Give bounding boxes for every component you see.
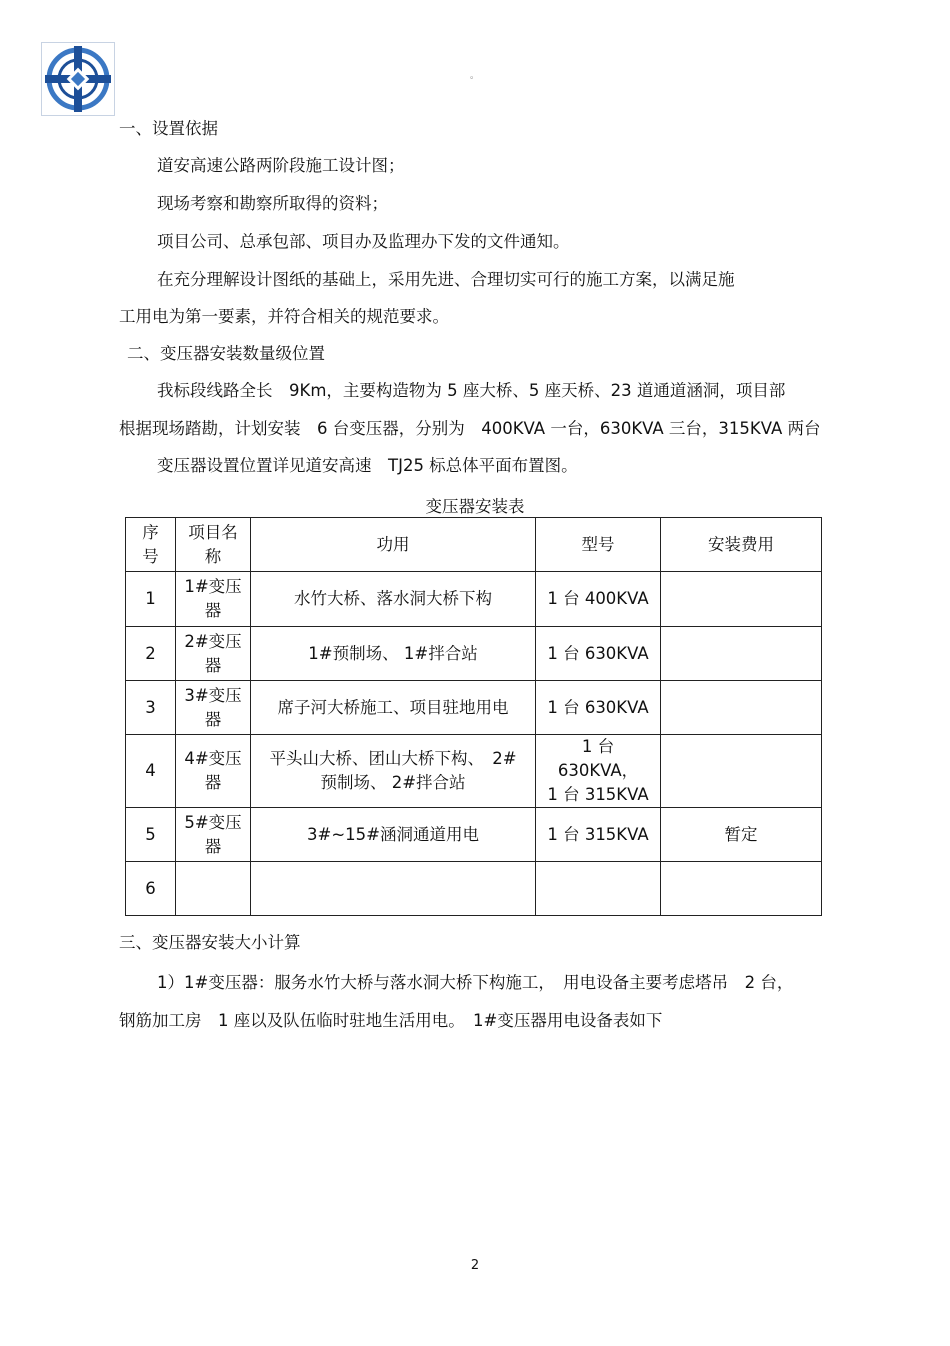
section3-paragraph-line-2: 钢筋加工房 1 座以及队伍临时驻地生活用电。 1#变压器用电设备表如下	[119, 1011, 663, 1030]
row-cost	[661, 862, 822, 916]
header-seq: 序 号	[126, 518, 176, 572]
page-number: 2	[470, 1258, 480, 1273]
row-seq: 3	[126, 681, 176, 735]
row-name: 2#变压 器	[176, 627, 251, 681]
row-seq: 6	[126, 862, 176, 916]
row-use: 平头山大桥、团山大桥下构、 2# 预制场、 2#拌合站	[251, 735, 536, 808]
basis-item-2: 现场考察和勘察所取得的资料；	[157, 194, 388, 213]
transformer-table	[125, 517, 822, 916]
header-model: 型号	[536, 518, 661, 572]
basis-item-1: 道安高速公路两阶段施工设计图；	[157, 156, 405, 175]
header-name: 项目名 称	[176, 518, 251, 572]
row-use: 3#~15#涵洞通道用电	[251, 808, 536, 862]
row-model	[536, 862, 661, 916]
row-name: 3#变压 器	[176, 681, 251, 735]
table-header-row	[126, 518, 822, 572]
table-row	[126, 735, 822, 808]
row-use: 水竹大桥、落水洞大桥下构	[251, 572, 536, 627]
section1-heading: 一、设置依据	[119, 119, 218, 138]
section2-paragraph-line-3: 变压器设置位置详见道安高速 TJ25 标总体平面布置图。	[157, 456, 578, 475]
table-row	[126, 808, 822, 862]
row-use: 席子河大桥施工、项目驻地用电	[251, 681, 536, 735]
section3-paragraph-line-1: 1）1#变压器：服务水竹大桥与落水洞大桥下构施工， 用电设备主要考虑塔吊 2 台，	[157, 973, 794, 992]
section2-paragraph-line-1: 我标段线路全长 9Km，主要构造物为 5 座大桥、5 座天桥、23 道通道涵洞，项目部	[157, 381, 786, 400]
row-seq: 4	[126, 735, 176, 808]
table-row	[126, 627, 822, 681]
row-seq: 1	[126, 572, 176, 627]
row-cost	[661, 627, 822, 681]
section2-paragraph-line-2: 根据现场踏勘，计划安装 6 台变压器，分别为 400KVA 一台，630KVA 三台，315KVA 两台	[119, 419, 821, 438]
row-cost: 暂定	[661, 808, 822, 862]
header-cost: 安装费用	[661, 518, 822, 572]
section1-paragraph-line-2: 工用电为第一要素，并符合相关的规范要求。	[119, 307, 449, 326]
basis-item-3: 项目公司、总承包部、项目办及监理办下发的文件通知。	[157, 232, 570, 251]
row-name	[176, 862, 251, 916]
header-use: 功用	[251, 518, 536, 572]
table-row	[126, 572, 822, 627]
row-seq: 2	[126, 627, 176, 681]
row-use	[251, 862, 536, 916]
company-logo-icon	[41, 42, 115, 116]
row-cost	[661, 572, 822, 627]
row-use: 1#预制场、 1#拌合站	[251, 627, 536, 681]
row-model: 1 台 630KVA	[536, 627, 661, 681]
table-row	[126, 681, 822, 735]
section1-paragraph-line-1: 在充分理解设计图纸的基础上，采用先进、合理切实可行的施工方案，以满足施	[157, 270, 735, 289]
row-model: 1 台 630KVA	[536, 681, 661, 735]
row-name: 1#变压 器	[176, 572, 251, 627]
row-model: 1 台 630KVA， 1 台 315KVA	[536, 735, 661, 808]
row-model: 1 台 315KVA	[536, 808, 661, 862]
section3-heading: 三、变压器安装大小计算	[119, 933, 301, 952]
row-cost	[661, 681, 822, 735]
table-row	[126, 862, 822, 916]
row-name: 4#变压 器	[176, 735, 251, 808]
row-name: 5#变压 器	[176, 808, 251, 862]
table-caption: 变压器安装表	[425, 497, 525, 516]
row-model: 1 台 400KVA	[536, 572, 661, 627]
section2-heading: 二、变压器安装数量级位置	[127, 344, 325, 363]
row-seq: 5	[126, 808, 176, 862]
header-mark: 。	[470, 71, 480, 81]
row-cost	[661, 735, 822, 808]
